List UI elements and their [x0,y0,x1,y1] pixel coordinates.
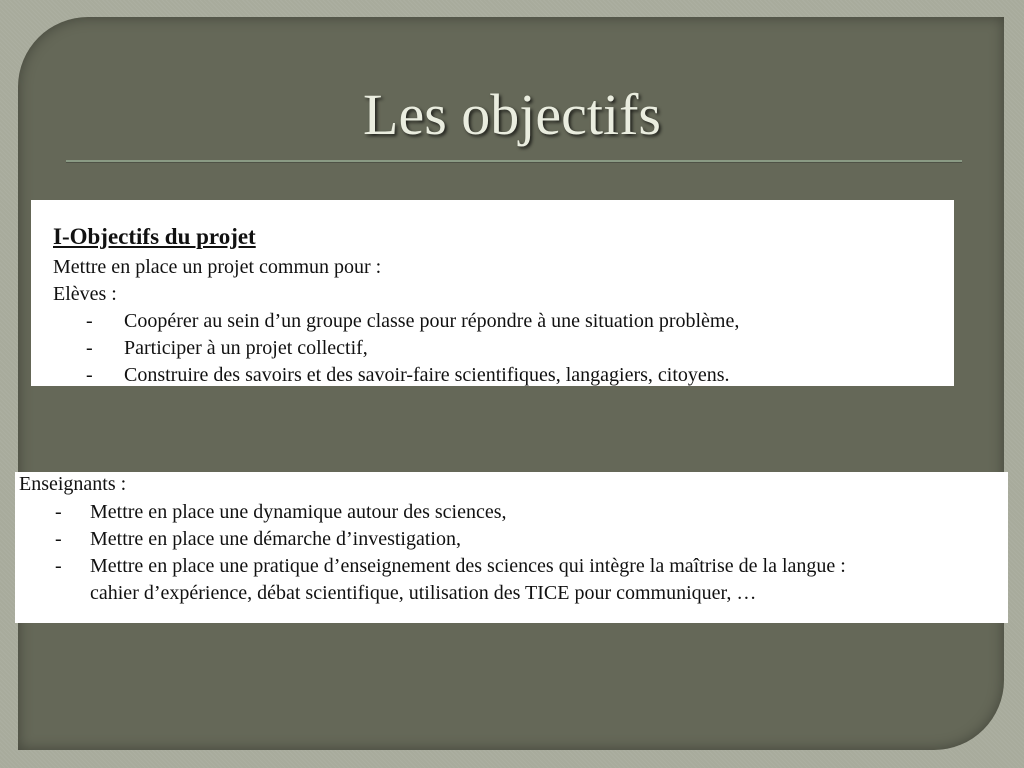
list-item: Construire des savoirs et des savoir-faire scientifiques, langagiers, citoyens. [124,364,730,386]
list-item: Mettre en place une pratique d’enseignement des sciences qui intègre la maîtrise de la langue : [90,555,846,577]
objectives-image-teachers [15,472,1008,623]
list-bullet: - [55,528,62,550]
list-bullet: - [86,364,93,386]
list-item-continuation: cahier d’expérience, débat scientifique, utilisation des TICE pour communiquer, … [90,582,757,604]
intro-text: Mettre en place un projet commun pour : [53,256,382,278]
list-item: Participer à un projet collectif, [124,337,368,359]
list-bullet: - [86,337,93,359]
students-label: Elèves : [53,283,117,305]
list-bullet: - [86,310,93,332]
teachers-label: Enseignants : [19,473,127,495]
list-bullet: - [55,555,62,577]
slide-title: Les objectifs [363,82,661,147]
section-heading: I-Objectifs du projet [53,224,256,249]
title-divider [66,160,962,163]
list-item: Mettre en place une dynamique autour des sciences, [90,501,507,523]
list-item: Coopérer au sein d’un groupe classe pour répondre à une situation problème, [124,310,740,332]
list-bullet: - [55,501,62,523]
objectives-image-students [31,200,954,386]
list-item: Mettre en place une démarche d’investigation, [90,528,461,550]
